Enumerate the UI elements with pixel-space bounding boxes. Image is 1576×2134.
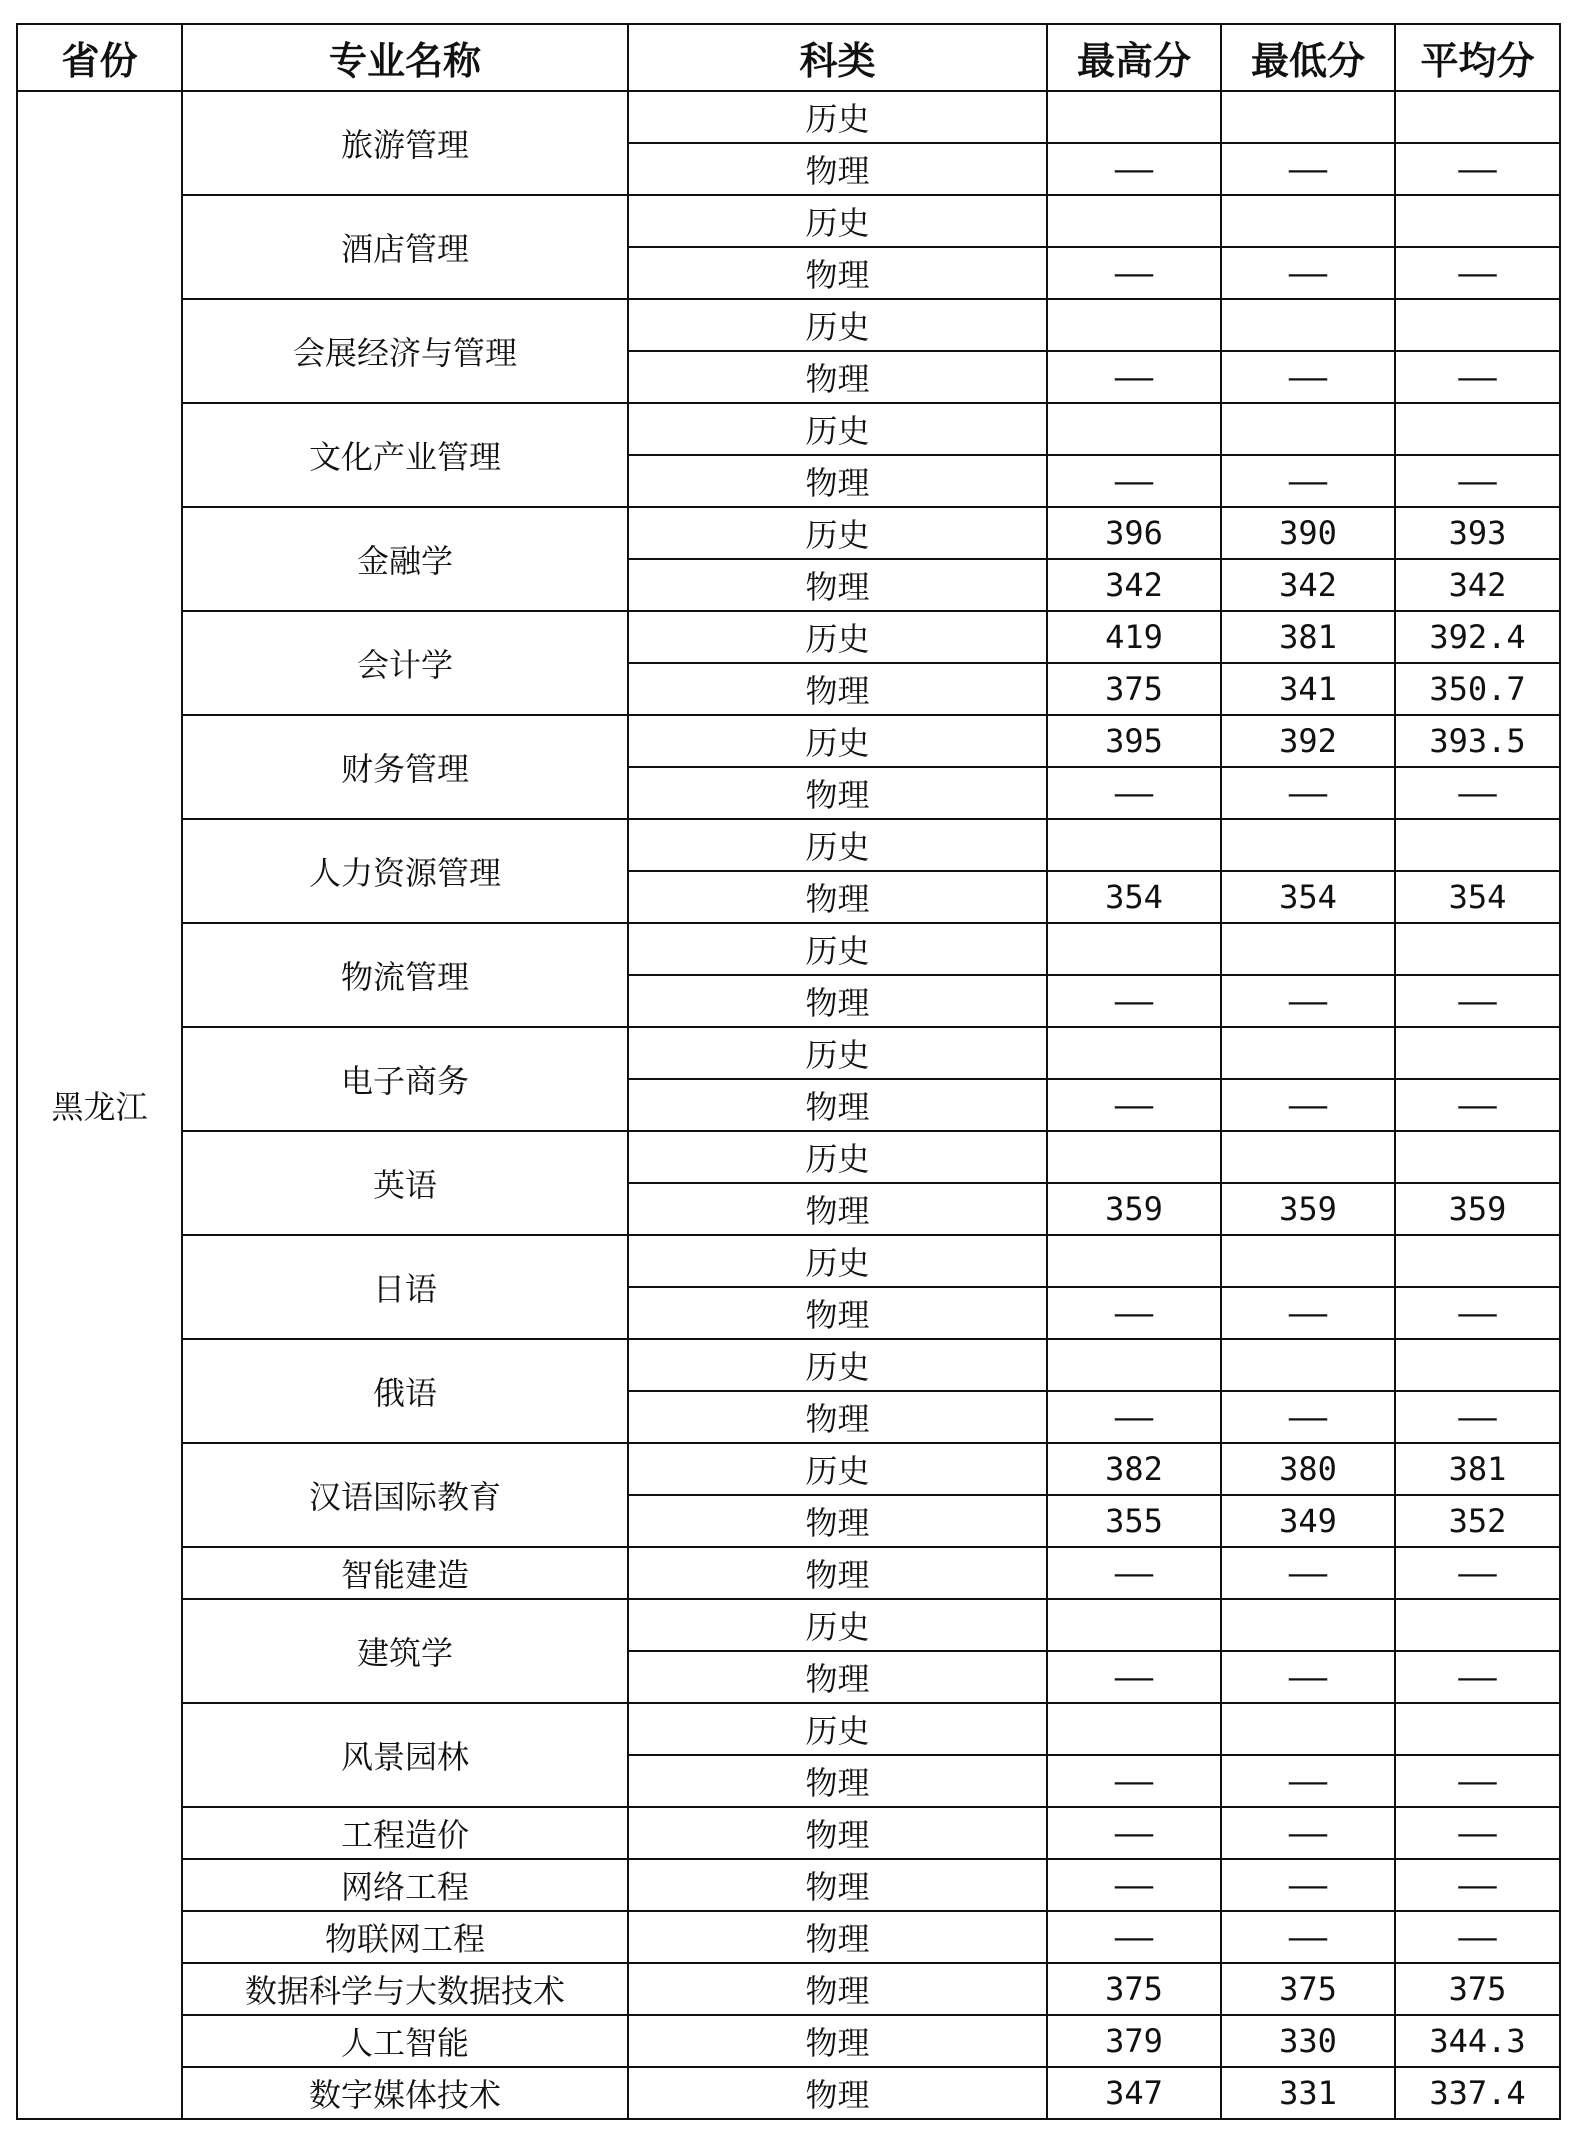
subject-cell: 物理 (628, 1859, 1047, 1911)
avg-score-cell (1395, 1131, 1560, 1183)
max-score-cell: —— (1047, 1859, 1221, 1911)
max-score-cell: —— (1047, 247, 1221, 299)
max-score-cell: —— (1047, 1755, 1221, 1807)
major-name-cell: 财务管理 (182, 715, 628, 819)
min-score-cell: —— (1221, 1807, 1395, 1859)
avg-score-cell: —— (1395, 455, 1560, 507)
table-row (17, 1859, 1560, 1911)
min-score-cell (1221, 1599, 1395, 1651)
subject-cell: 物理 (628, 871, 1047, 923)
min-score-cell (1221, 1235, 1395, 1287)
table-row (17, 195, 1560, 247)
avg-score-cell: 375 (1395, 1963, 1560, 2015)
major-name-cell: 人工智能 (182, 2015, 628, 2067)
avg-score-cell: —— (1395, 1287, 1560, 1339)
max-score-cell: 342 (1047, 559, 1221, 611)
min-score-cell: 341 (1221, 663, 1395, 715)
max-score-cell: 396 (1047, 507, 1221, 559)
subject-cell: 历史 (628, 1339, 1047, 1391)
header-row (17, 24, 1560, 91)
header-min-score: 最低分 (1221, 24, 1395, 91)
province-cell: 黑龙江 (17, 91, 182, 2119)
min-score-cell: 390 (1221, 507, 1395, 559)
avg-score-cell (1395, 819, 1560, 871)
subject-cell: 物理 (628, 247, 1047, 299)
avg-score-cell: 393 (1395, 507, 1560, 559)
table-row (17, 715, 1560, 767)
min-score-cell: 381 (1221, 611, 1395, 663)
avg-score-cell: —— (1395, 351, 1560, 403)
avg-score-cell: —— (1395, 767, 1560, 819)
avg-score-cell: 350.7 (1395, 663, 1560, 715)
major-name-cell: 汉语国际教育 (182, 1443, 628, 1547)
major-name-cell: 智能建造 (182, 1547, 628, 1599)
avg-score-cell (1395, 1703, 1560, 1755)
max-score-cell: 355 (1047, 1495, 1221, 1547)
max-score-cell: 395 (1047, 715, 1221, 767)
subject-cell: 历史 (628, 1235, 1047, 1287)
subject-cell: 物理 (628, 1183, 1047, 1235)
max-score-cell (1047, 1027, 1221, 1079)
table-row (17, 91, 1560, 143)
max-score-cell (1047, 1339, 1221, 1391)
subject-cell: 物理 (628, 1391, 1047, 1443)
subject-cell: 物理 (628, 1547, 1047, 1599)
subject-cell: 物理 (628, 1911, 1047, 1963)
table-row (17, 1235, 1560, 1287)
avg-score-cell: —— (1395, 975, 1560, 1027)
min-score-cell: —— (1221, 975, 1395, 1027)
subject-cell: 物理 (628, 1287, 1047, 1339)
avg-score-cell (1395, 1599, 1560, 1651)
max-score-cell: —— (1047, 1911, 1221, 1963)
max-score-cell (1047, 91, 1221, 143)
max-score-cell: —— (1047, 1651, 1221, 1703)
min-score-cell: 330 (1221, 2015, 1395, 2067)
min-score-cell (1221, 1339, 1395, 1391)
max-score-cell: 382 (1047, 1443, 1221, 1495)
table-row (17, 507, 1560, 559)
subject-cell: 物理 (628, 767, 1047, 819)
subject-cell: 物理 (628, 1963, 1047, 2015)
subject-cell: 物理 (628, 559, 1047, 611)
table-row (17, 1963, 1560, 2015)
table-row (17, 1599, 1560, 1651)
min-score-cell (1221, 1027, 1395, 1079)
max-score-cell: 359 (1047, 1183, 1221, 1235)
min-score-cell: 349 (1221, 1495, 1395, 1547)
table-row (17, 1703, 1560, 1755)
major-name-cell: 风景园林 (182, 1703, 628, 1807)
min-score-cell: —— (1221, 1079, 1395, 1131)
max-score-cell: —— (1047, 1287, 1221, 1339)
major-name-cell: 网络工程 (182, 1859, 628, 1911)
subject-cell: 历史 (628, 611, 1047, 663)
table-row (17, 1027, 1560, 1079)
max-score-cell: —— (1047, 143, 1221, 195)
max-score-cell: —— (1047, 767, 1221, 819)
max-score-cell: —— (1047, 1807, 1221, 1859)
max-score-cell (1047, 195, 1221, 247)
header-province: 省份 (17, 24, 182, 91)
avg-score-cell: —— (1395, 1547, 1560, 1599)
min-score-cell (1221, 819, 1395, 871)
max-score-cell (1047, 299, 1221, 351)
avg-score-cell: —— (1395, 247, 1560, 299)
min-score-cell: —— (1221, 455, 1395, 507)
subject-cell: 物理 (628, 975, 1047, 1027)
subject-cell: 历史 (628, 299, 1047, 351)
avg-score-cell: 381 (1395, 1443, 1560, 1495)
header-subject: 科类 (628, 24, 1047, 91)
subject-cell: 历史 (628, 819, 1047, 871)
max-score-cell (1047, 403, 1221, 455)
subject-cell: 物理 (628, 351, 1047, 403)
avg-score-cell (1395, 403, 1560, 455)
major-name-cell: 人力资源管理 (182, 819, 628, 923)
avg-score-cell: —— (1395, 1755, 1560, 1807)
major-name-cell: 物流管理 (182, 923, 628, 1027)
min-score-cell: 359 (1221, 1183, 1395, 1235)
subject-cell: 历史 (628, 195, 1047, 247)
major-name-cell: 会计学 (182, 611, 628, 715)
subject-cell: 物理 (628, 1755, 1047, 1807)
max-score-cell: —— (1047, 1079, 1221, 1131)
max-score-cell (1047, 1599, 1221, 1651)
subject-cell: 历史 (628, 1443, 1047, 1495)
header-major: 专业名称 (182, 24, 628, 91)
subject-cell: 物理 (628, 1651, 1047, 1703)
header-max-score: 最高分 (1047, 24, 1221, 91)
min-score-cell: 331 (1221, 2067, 1395, 2119)
max-score-cell: 375 (1047, 663, 1221, 715)
min-score-cell: —— (1221, 143, 1395, 195)
avg-score-cell (1395, 299, 1560, 351)
min-score-cell (1221, 299, 1395, 351)
min-score-cell (1221, 1703, 1395, 1755)
subject-cell: 历史 (628, 403, 1047, 455)
max-score-cell: 379 (1047, 2015, 1221, 2067)
min-score-cell: —— (1221, 1859, 1395, 1911)
min-score-cell (1221, 403, 1395, 455)
avg-score-cell: —— (1395, 1391, 1560, 1443)
table-row (17, 403, 1560, 455)
subject-cell: 历史 (628, 1027, 1047, 1079)
subject-cell: 历史 (628, 1131, 1047, 1183)
major-name-cell: 金融学 (182, 507, 628, 611)
max-score-cell (1047, 1235, 1221, 1287)
max-score-cell: 354 (1047, 871, 1221, 923)
max-score-cell: —— (1047, 351, 1221, 403)
avg-score-cell: 342 (1395, 559, 1560, 611)
avg-score-cell: 354 (1395, 871, 1560, 923)
table-row (17, 1547, 1560, 1599)
min-score-cell: —— (1221, 1911, 1395, 1963)
subject-cell: 物理 (628, 1495, 1047, 1547)
avg-score-cell: 337.4 (1395, 2067, 1560, 2119)
major-name-cell: 文化产业管理 (182, 403, 628, 507)
subject-cell: 物理 (628, 663, 1047, 715)
major-name-cell: 物联网工程 (182, 1911, 628, 1963)
min-score-cell: —— (1221, 1755, 1395, 1807)
avg-score-cell: —— (1395, 1911, 1560, 1963)
avg-score-cell (1395, 195, 1560, 247)
subject-cell: 物理 (628, 143, 1047, 195)
major-name-cell: 英语 (182, 1131, 628, 1235)
max-score-cell (1047, 923, 1221, 975)
table-row (17, 1443, 1560, 1495)
min-score-cell: —— (1221, 351, 1395, 403)
major-name-cell: 数据科学与大数据技术 (182, 1963, 628, 2015)
subject-cell: 历史 (628, 91, 1047, 143)
min-score-cell (1221, 923, 1395, 975)
major-name-cell: 俄语 (182, 1339, 628, 1443)
avg-score-cell (1395, 91, 1560, 143)
avg-score-cell: —— (1395, 143, 1560, 195)
avg-score-cell: —— (1395, 1859, 1560, 1911)
min-score-cell (1221, 91, 1395, 143)
table-row (17, 299, 1560, 351)
max-score-cell: —— (1047, 455, 1221, 507)
table-row (17, 1131, 1560, 1183)
table-row (17, 819, 1560, 871)
avg-score-cell: 352 (1395, 1495, 1560, 1547)
min-score-cell: —— (1221, 1287, 1395, 1339)
major-name-cell: 会展经济与管理 (182, 299, 628, 403)
table-body (17, 91, 1560, 2119)
min-score-cell: —— (1221, 1547, 1395, 1599)
major-name-cell: 日语 (182, 1235, 628, 1339)
table-row (17, 2015, 1560, 2067)
header-avg-score: 平均分 (1395, 24, 1560, 91)
subject-cell: 物理 (628, 2067, 1047, 2119)
avg-score-cell (1395, 923, 1560, 975)
table-row (17, 923, 1560, 975)
subject-cell: 历史 (628, 1703, 1047, 1755)
subject-cell: 历史 (628, 923, 1047, 975)
avg-score-cell (1395, 1027, 1560, 1079)
max-score-cell: 375 (1047, 1963, 1221, 2015)
max-score-cell: 419 (1047, 611, 1221, 663)
subject-cell: 历史 (628, 507, 1047, 559)
max-score-cell (1047, 819, 1221, 871)
avg-score-cell: —— (1395, 1079, 1560, 1131)
avg-score-cell (1395, 1339, 1560, 1391)
max-score-cell: —— (1047, 975, 1221, 1027)
avg-score-cell: 359 (1395, 1183, 1560, 1235)
min-score-cell: —— (1221, 767, 1395, 819)
table-row (17, 2067, 1560, 2119)
major-name-cell: 建筑学 (182, 1599, 628, 1703)
max-score-cell (1047, 1703, 1221, 1755)
min-score-cell: —— (1221, 1651, 1395, 1703)
max-score-cell (1047, 1131, 1221, 1183)
major-name-cell: 酒店管理 (182, 195, 628, 299)
max-score-cell: 347 (1047, 2067, 1221, 2119)
avg-score-cell: 344.3 (1395, 2015, 1560, 2067)
subject-cell: 物理 (628, 1079, 1047, 1131)
table-row (17, 1911, 1560, 1963)
table-row (17, 1339, 1560, 1391)
avg-score-cell: —— (1395, 1807, 1560, 1859)
max-score-cell: —— (1047, 1391, 1221, 1443)
subject-cell: 物理 (628, 1807, 1047, 1859)
min-score-cell: 380 (1221, 1443, 1395, 1495)
avg-score-cell: 392.4 (1395, 611, 1560, 663)
major-name-cell: 电子商务 (182, 1027, 628, 1131)
min-score-cell: 375 (1221, 1963, 1395, 2015)
min-score-cell: —— (1221, 1391, 1395, 1443)
major-name-cell: 数字媒体技术 (182, 2067, 628, 2119)
min-score-cell (1221, 1131, 1395, 1183)
min-score-cell: 392 (1221, 715, 1395, 767)
avg-score-cell: 393.5 (1395, 715, 1560, 767)
subject-cell: 历史 (628, 715, 1047, 767)
min-score-cell (1221, 195, 1395, 247)
major-name-cell: 工程造价 (182, 1807, 628, 1859)
table-row (17, 611, 1560, 663)
avg-score-cell: —— (1395, 1651, 1560, 1703)
avg-score-cell (1395, 1235, 1560, 1287)
table-row (17, 1807, 1560, 1859)
admission-score-table (16, 23, 1561, 2120)
subject-cell: 物理 (628, 2015, 1047, 2067)
subject-cell: 历史 (628, 1599, 1047, 1651)
major-name-cell: 旅游管理 (182, 91, 628, 195)
min-score-cell: 354 (1221, 871, 1395, 923)
subject-cell: 物理 (628, 455, 1047, 507)
min-score-cell: —— (1221, 247, 1395, 299)
max-score-cell: —— (1047, 1547, 1221, 1599)
min-score-cell: 342 (1221, 559, 1395, 611)
